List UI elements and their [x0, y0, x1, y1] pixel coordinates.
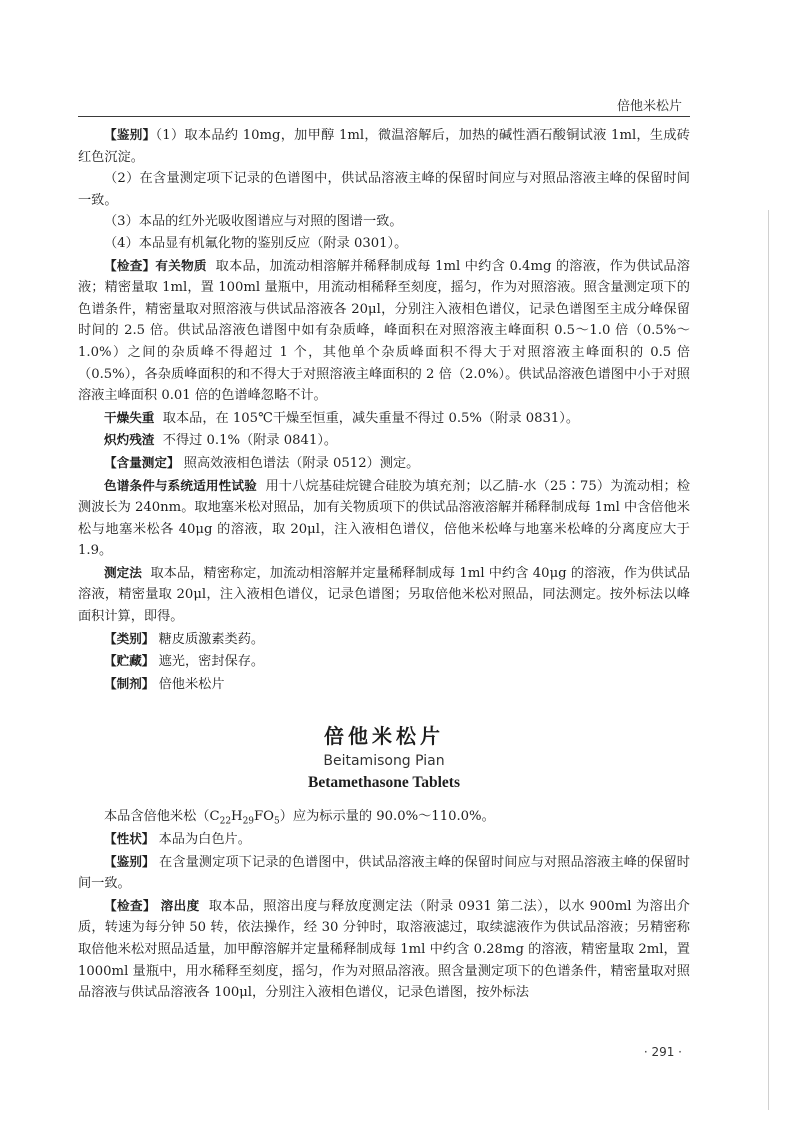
residue-on-ignition: [78, 429, 690, 452]
section-label-description: 【性状】: [104, 831, 155, 847]
chromatographic-conditions-text: 用十八烷基硅烷键合硅胶为填充剂；以乙腈-水（25∶75）为流动相；检测波长为 240nm。取地塞米松对照品，加有关物质项下的供试品溶液溶解并稀释制成每 1ml 中含倍他米松与地塞米松各 40μg 的溶液，取 20μl，注入液相色谱仪，倍他米松峰与地塞米松峰的分离度应大于 1.9。: [78, 478, 691, 559]
formula-subscript-c: 22: [219, 817, 232, 828]
page-edge-line: [768, 210, 769, 1110]
formula-subscript-o: 5: [273, 817, 280, 828]
identification-1-text: （1）取本品约 10mg，加甲醇 1ml，微温溶解后，加热的碱性酒石酸铜试液 1ml，生成砖红色沉淀。: [78, 128, 690, 165]
section-label-identification: 【鉴别】: [104, 127, 156, 142]
section-label-monograph-tests: 【检查】: [104, 897, 157, 913]
chromatographic-conditions: [78, 475, 690, 562]
monograph-content-statement: [78, 806, 690, 828]
section-label-preparations: 【制剂】: [104, 675, 155, 691]
page-number: · 291 ·: [643, 1045, 682, 1059]
monograph-pinyin: Beitamisong Pian: [323, 753, 445, 770]
category-text: 糖皮质激素类药。: [158, 631, 265, 647]
preparations-text: 倍他米松片: [158, 676, 225, 692]
section-label-storage: 【贮藏】: [104, 653, 155, 669]
subheading-residue-on-ignition: 炽灼残渣: [104, 432, 155, 448]
residue-on-ignition-text: 不得过 0.1%（附录 0841）。: [162, 433, 338, 449]
loss-on-drying-text: 取本品，在 105℃干燥至恒重，减失重量不得过 0.5%（附录 0831）。: [162, 410, 580, 426]
assay: [78, 452, 690, 475]
monograph-identification: [78, 851, 690, 895]
subheading-chromatographic-conditions: 色谱条件与系统适用性试验: [104, 477, 257, 493]
storage: [78, 650, 690, 673]
category: [78, 628, 690, 651]
section-label-assay: 【含量测定】: [104, 454, 180, 470]
monograph-dissolution: [78, 895, 690, 1004]
formula-subscript-h: 29: [242, 817, 255, 828]
monograph-title: 倍他米松片: [324, 724, 444, 749]
formula-fo: FO: [254, 809, 274, 825]
subheading-procedure: 测定法: [104, 564, 142, 580]
section-label-monograph-identification: 【鉴别】: [104, 853, 155, 869]
monograph-description: [78, 828, 690, 851]
description-text: 本品为白色片。: [158, 832, 251, 848]
related-substances-text: 取本品，加流动相溶解并稀释制成每 1ml 中约含 0.4mg 的溶液，作为供试品溶液；精密量取 1ml，置 100ml 量瓶中，用流动相稀释至刻度，摇匀，作为对照溶液。照含量测定项下的色谱条件，精密量取对照溶液与供试品溶液各 20μl，分别注入液相色谱仪，记录色谱图至主成分峰保留时间的 2.5 倍。供试品溶液色谱图中如有杂质峰，峰面积在对照溶液主峰面积 0.5～1.0 倍（0.5%～1.0%）之间的杂质峰不得超过 1 个，其他单个杂质峰面积不得大于对照溶液主峰面积的 0.5 倍（0.5%），各杂质峰面积的和不得大于对照溶液主峰面积的 2 倍（2.0%）。供试品溶液色谱图中小于对照溶液主峰面积 0.01 倍的色谱峰忽略不计。: [78, 258, 690, 404]
preparations: [78, 673, 690, 696]
procedure-text: 取本品，精密称定，加流动相溶解并定量稀释制成每 1ml 中约含 40μg 的溶液，作为供试品溶液，精密量取 20μl，注入液相色谱仪，记录色谱图；另取倍他米松对照品，同法测定。按外标法以峰面积计算，即得。: [78, 565, 691, 625]
tests-related-substances: [78, 255, 690, 407]
procedure: [78, 562, 690, 628]
monograph-identification-text: 在含量测定项下记录的色谱图中，供试品溶液主峰的保留时间应与对照品溶液主峰的保留时间一致。: [78, 854, 690, 892]
dissolution-text: 取本品，照溶出度与释放度测定法（附录 0931 第二法），以水 900ml 为溶出介质，转速为每分钟 50 转，依法操作，经 30 分钟时，取溶液滤过，取续滤液作为供试品溶液；另精密称取倍他米松对照品适量，加甲醇溶解并定量稀释制成每 1ml 中约含 0.28mg 的溶液，精密量取 2ml，置 1000ml 量瓶中，用水稀释至刻度，摇匀，作为对照品溶液。照含量测定项下的色谱条件，精密量取对照品溶液与供试品溶液各 100μl，分别注入液相色谱仪，记录色谱图，按外标法: [78, 898, 690, 1001]
section-label-tests: 【检查】: [104, 257, 156, 273]
loss-on-drying: [78, 407, 690, 430]
content-statement-range: ）应为标示量的 90.0%～110.0%。: [279, 809, 495, 825]
subheading-dissolution: 溶出度: [160, 897, 200, 913]
header-rule: [78, 116, 690, 117]
identification-1: [78, 124, 690, 168]
identification-3: （3）本品的红外光吸收图谱应与对照的图谱一致。: [104, 214, 403, 230]
assay-text: 照高效液相色谱法（附录 0512）测定。: [183, 455, 420, 471]
identification-2: （2）在含量测定项下记录的色谱图中，供试品溶液主峰的保留时间应与对照品溶液主峰的保留时间一致。: [78, 171, 690, 208]
subheading-loss-on-drying: 干燥失重: [104, 409, 155, 425]
page-body: [78, 124, 690, 1004]
section-label-category: 【类别】: [104, 630, 155, 646]
content-statement-text: 本品含倍他米松（C: [104, 809, 220, 825]
formula-h: H: [231, 809, 243, 825]
identification-4: （4）本品显有机氟化物的鉴别反应（附录 0301）。: [104, 235, 408, 251]
storage-text: 遮光，密封保存。: [158, 654, 265, 670]
subheading-related-substances: 有关物质: [155, 257, 207, 273]
monograph-english-title: Betamethasone Tablets: [308, 774, 460, 792]
running-header-title: 倍他米松片: [616, 99, 682, 114]
